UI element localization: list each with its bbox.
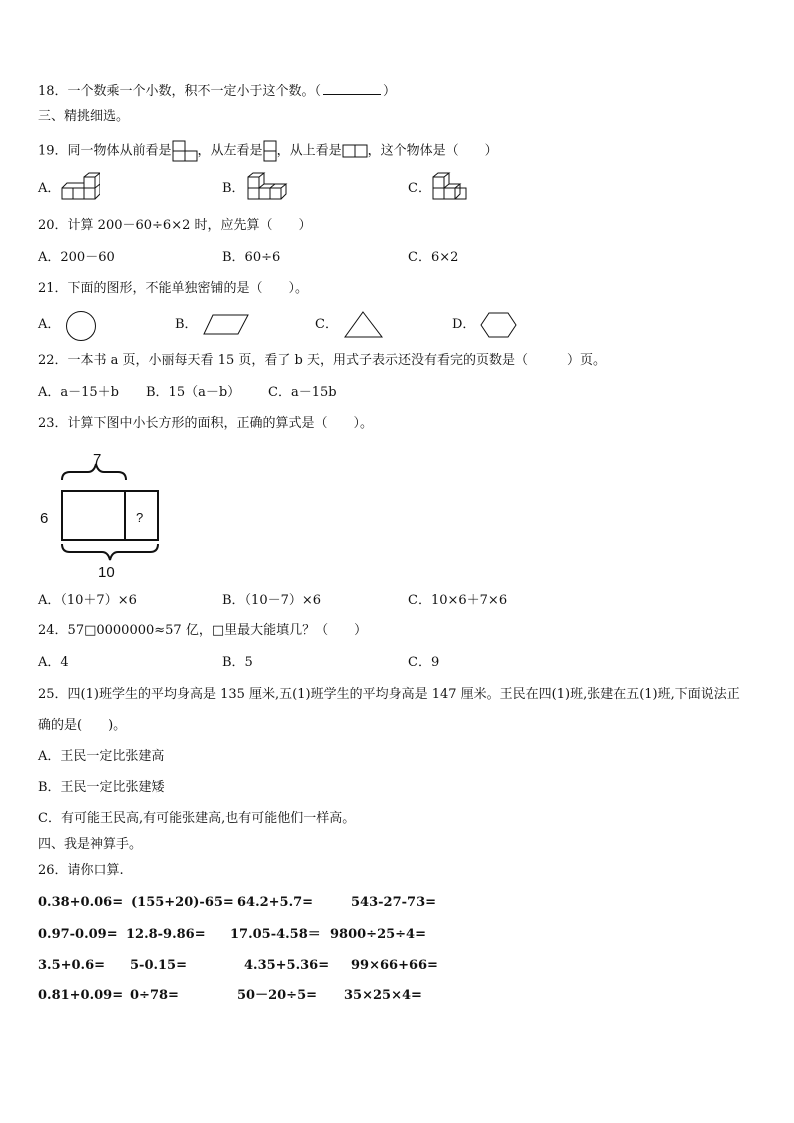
triangle-shape-icon [344,311,384,339]
q22-option-b[interactable]: B．15（a－b） [146,385,241,400]
q23-option-c[interactable]: C．10×6＋7×6 [408,593,508,608]
hexagon-shape-icon [480,312,518,339]
q19-text-3: ，从上看是 [276,143,342,159]
question-23: 23．计算下图中小长方形的面积，正确的算式是（ ）。 [38,416,374,431]
q19-text-1: 19．同一物体从前看是 [38,143,172,159]
calc-item: 35×25×4= [344,988,422,1003]
answer-blank[interactable] [323,82,381,95]
question-25-line-2: 确的是( )。 [38,718,127,733]
q19-option-a[interactable] [38,180,60,198]
q25-option-a[interactable]: A．王民一定比张建高 [38,749,165,764]
option-label: C． [408,181,431,196]
q18-close: ） [383,84,397,99]
q18-text: 18．一个数乘一个小数，积不一定小于这个数。（ [38,84,322,99]
q22-option-a[interactable]: A．a－15＋b [38,385,120,400]
calc-item: 9800÷25÷4= [330,927,426,942]
q19-option-c[interactable] [408,180,431,198]
question-19 [38,140,498,162]
figure-label-left: 6 [40,510,49,527]
cube-figure-a-icon [60,172,100,206]
parallelogram-shape-icon [203,314,249,336]
q19-text-2: ，从左看是 [197,143,263,159]
calc-item: 4.35+5.36= [244,958,330,973]
figure-label-top: 7 [93,451,102,468]
q21-option-a[interactable]: A． [38,317,61,332]
q24-option-b[interactable]: B．5 [222,655,253,670]
question-24: 24．57□0000000≈57 亿，□里最大能填几？（ ） [38,623,368,638]
front-view-icon [172,140,198,162]
q24-option-c[interactable]: C．9 [408,655,440,670]
cube-figure-c-icon [431,172,467,206]
q19-text-4: ，这个物体是（ ） [367,143,498,159]
figure-label-bottom: 10 [98,564,115,581]
calc-item: 0.97-0.09= [38,927,118,942]
q21-option-d[interactable]: D． [452,317,476,332]
calc-item: 3.5+0.6= [38,958,106,973]
calc-item: 99×66+66= [351,958,438,973]
question-25-line-1: 25．四(1)班学生的平均身高是 135 厘米,五(1)班学生的平均身高是 147 厘米。王民在四(1)班,张建在五(1)班,下面说法正 [38,687,740,702]
q19-option-b[interactable] [222,180,245,198]
calc-item: 17.05-4.58＝ [230,927,321,942]
q20-option-c[interactable]: C．6×2 [408,250,459,265]
calc-item: 5-0.15= [130,958,187,973]
q22-option-c[interactable]: C．a－15b [268,385,337,400]
calc-item: 12.8-9.86= [126,927,206,942]
section-4-title: 四、我是神算手。 [38,837,143,852]
option-label: B． [222,181,245,196]
question-21: 21．下面的图形，不能单独密铺的是（ ）。 [38,281,309,296]
option-label: A． [38,181,61,196]
calc-item: 50－20÷5= [237,988,318,1003]
circle-shape-icon [65,310,99,342]
q21-option-b[interactable]: B． [175,317,198,332]
question-22: 22．一本书 a 页，小丽每天看 15 页，看了 b 天，用式子表示还没有看完的页数是（ ）页。 [38,353,606,368]
cube-figure-b-icon [246,172,290,206]
q23-option-b[interactable]: B．（10－7）×6 [222,593,322,608]
q20-option-b[interactable]: B．60÷6 [222,250,281,265]
q23-option-a[interactable]: A．（10＋7）×6 [38,593,137,608]
section-3-title: 三、精挑细选。 [38,109,130,124]
q20-option-a[interactable]: A．200－60 [38,250,115,265]
figure-unknown-mark: ? [136,510,144,525]
rectangle-figure [36,444,170,584]
top-view-icon [342,144,368,158]
calc-item: 543-27-73= [351,895,437,910]
calc-item: (155+20)-65= [131,895,234,910]
question-18 [38,82,396,101]
calc-item: 0.38+0.06= [38,895,124,910]
q25-option-c[interactable]: C．有可能王民高,有可能张建高,也有可能他们一样高。 [38,811,356,826]
question-26: 26．请你口算. [38,863,124,878]
question-20: 20．计算 200－60÷6×2 时，应先算（ ） [38,218,312,233]
calc-item: 0÷78= [130,988,179,1003]
q21-option-c[interactable]: C． [315,317,338,332]
q25-option-b[interactable]: B．王民一定比张建矮 [38,780,165,795]
left-view-icon [263,140,277,162]
q24-option-a[interactable]: A．4 [38,655,69,670]
calc-item: 0.81+0.09= [38,988,124,1003]
calc-item: 64.2+5.7= [237,895,314,910]
